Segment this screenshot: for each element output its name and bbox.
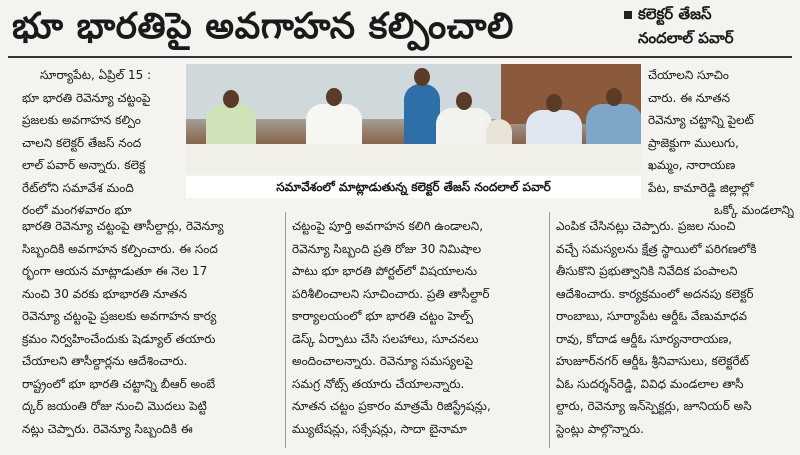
column-right-top <box>648 64 794 224</box>
text-line: సమగ్ర నోట్స్ తయారు చేయాలన్నారు. <box>292 376 465 391</box>
column-divider <box>549 212 550 448</box>
meeting-photo <box>186 64 641 174</box>
column-middle <box>292 215 544 447</box>
text-line: చారు. ఈ నూతన <box>648 90 731 105</box>
text-line: రెవెన్యూ సిబ్బంది ప్రతి రోజు 30 నిమిషాల <box>292 241 482 256</box>
column-right-bottom <box>556 215 794 447</box>
text-line: ఆదేశించారు. కార్యక్రమంలో అదనపు కలెక్టర్ <box>556 286 754 301</box>
column-left-bottom <box>22 215 280 447</box>
text-line: రాంబాబు, సూర్యాపేట ఆర్డీఓ వేణుమాధవ <box>556 309 748 323</box>
photo-head-3 <box>414 68 430 86</box>
text-line: క్రమం నిర్వహించేందుకు షెడ్యూల్ తయారు <box>22 331 216 346</box>
bullet-icon <box>624 11 632 19</box>
photo-head-4 <box>456 92 472 110</box>
photo-head-6 <box>546 94 562 112</box>
text-line: చేయాలని సూచిం <box>648 68 729 82</box>
text-line: రెవెన్యూ చట్టాన్ని పైలట్ <box>648 113 754 127</box>
text-line: నుంచి 30 వరకు భూభారతి నూతన <box>22 286 188 301</box>
text-line: నూతన చట్టం ప్రకారం మాత్రమే రిజిస్ట్రేషన్లు, <box>292 399 491 413</box>
text-line: ల్దారు, రెవెన్యూ ఇన్‌స్పెక్టర్లు, జూనియర్ అసి <box>556 399 752 413</box>
text-line: ఒక్కో మండలాన్ని <box>713 203 794 217</box>
photo-head-1 <box>223 90 239 108</box>
text-line: మ్యుటేషన్లు, సక్సేషన్లు, సాదా బైనామా <box>292 421 467 436</box>
text-line: భూ భారతి రెవెన్యూ చట్టంపై <box>22 90 151 105</box>
column-divider <box>285 212 286 448</box>
text-line: పేట, కామారెడ్డి జిల్లాల్లో <box>648 180 754 195</box>
photo-caption: సమావేశంలో మాట్లాడుతున్న కలెక్టర్ తేజస్ నందలాల్ పవార్ <box>186 176 641 198</box>
text-line: లాల్ పవార్ అన్నారు. కలెక్ట <box>22 158 146 172</box>
photo-person-3 <box>404 84 440 149</box>
text-line: నట్లు చెప్పారు. రెవెన్యూ సిబ్బందికి ఈ <box>22 421 193 436</box>
text-line: సిబ్బందికి అవగాహన కల్పించారు. ఈ సంద <box>22 241 218 256</box>
text-line: రంలో మంగళవారం భూ <box>22 203 132 217</box>
text-line: ప్రజలకు అవగాహన కల్పిం <box>22 113 141 127</box>
text-line: సూర్యాపేట, ఏప్రిల్ 15 : <box>40 68 152 82</box>
text-line: స్టెంట్లు పాల్గొన్నారు. <box>556 421 644 436</box>
text-line: ఎంపిక చేసినట్లు చెప్పారు. ప్రజల నుంచి <box>556 219 736 233</box>
byline-name: కలెక్టర్ తేజస్ <box>638 5 712 23</box>
text-line: పాటు భూ భారతి పోర్టల్‌లో విషయాలను <box>292 264 478 278</box>
text-line: చేయాలని తాసీల్దార్లను ఆదేశించారు. <box>22 354 188 368</box>
headline-rule <box>8 56 792 58</box>
text-line: చట్టంపై పూర్తి అవగాహన కలిగి ఉండాలని, <box>292 219 484 233</box>
photo-head-7 <box>606 88 622 106</box>
headline: భూ భారతిపై అవగాహన కల్పించాలి <box>12 6 514 47</box>
text-line: వచ్చే సమస్యలను క్షేత్ర స్థాయిలో పరిగణలోకి <box>556 241 757 256</box>
text-line: రాష్ట్రంలో భూ భారతి చట్టాన్ని బీఆర్ అంబే <box>22 376 216 391</box>
column-left-top <box>22 64 182 224</box>
text-line: భారతి రెవెన్యూ చట్టంపై తాసీల్దార్లు, రెవెన్యూ <box>22 219 224 233</box>
text-line: రేట్‌లోని సమావేశ మంది <box>22 180 134 195</box>
text-line: ద్కర్ జయంతి రోజు నుంచి మొదలు పెట్టి <box>22 399 207 413</box>
text-line: ఖమ్మం, నారాయణ <box>648 158 736 172</box>
photo-table <box>186 144 641 174</box>
text-line: తీసుకొని ప్రభుత్వానికి నివేదిక పంపాలని <box>556 264 738 278</box>
text-line: డెస్క్ ఏర్పాటు చేసి సలహాలు, సూచనలు <box>292 331 479 346</box>
text-line: ర్భంగా ఆయన మాట్లాడుతూ ఈ నెల 17 <box>22 264 208 278</box>
text-line: రెవెన్యూ చట్టంపై ప్రజలకు అవగాహన కార్య <box>22 309 217 323</box>
byline-line-2: నందలాల్ పవార్ <box>638 29 734 47</box>
text-line: ఏఓ సుదర్శన్‌రెడ్డి, వివిధ మండలాల తాసీ <box>556 376 744 391</box>
text-line: చాలని కలెక్టర్ తేజస్ నంద <box>22 135 142 150</box>
text-line: హుజూర్‌నగర్ ఆర్డీఓ శ్రీనివాసులు, కలెక్టరేట్ <box>556 354 749 368</box>
byline-line-1 <box>624 2 794 26</box>
text-line: రావు, కోదాడ ఆర్డీఓ సూర్యనారాయణ, <box>556 331 733 346</box>
photo-head-2 <box>326 88 342 106</box>
text-line: అందించాలన్నారు. రెవెన్యూ సమస్యలపై <box>292 354 474 368</box>
text-line: పరిశీలించాలని సూచించారు. ప్రతి తాసీల్దార్ <box>292 286 490 301</box>
text-line: కార్యాలయంలో భూ భారతి చట్టం హెల్ప్ <box>292 309 474 323</box>
text-line: ప్రాజెక్టుగా ములుగు, <box>648 135 739 150</box>
byline <box>624 2 794 58</box>
